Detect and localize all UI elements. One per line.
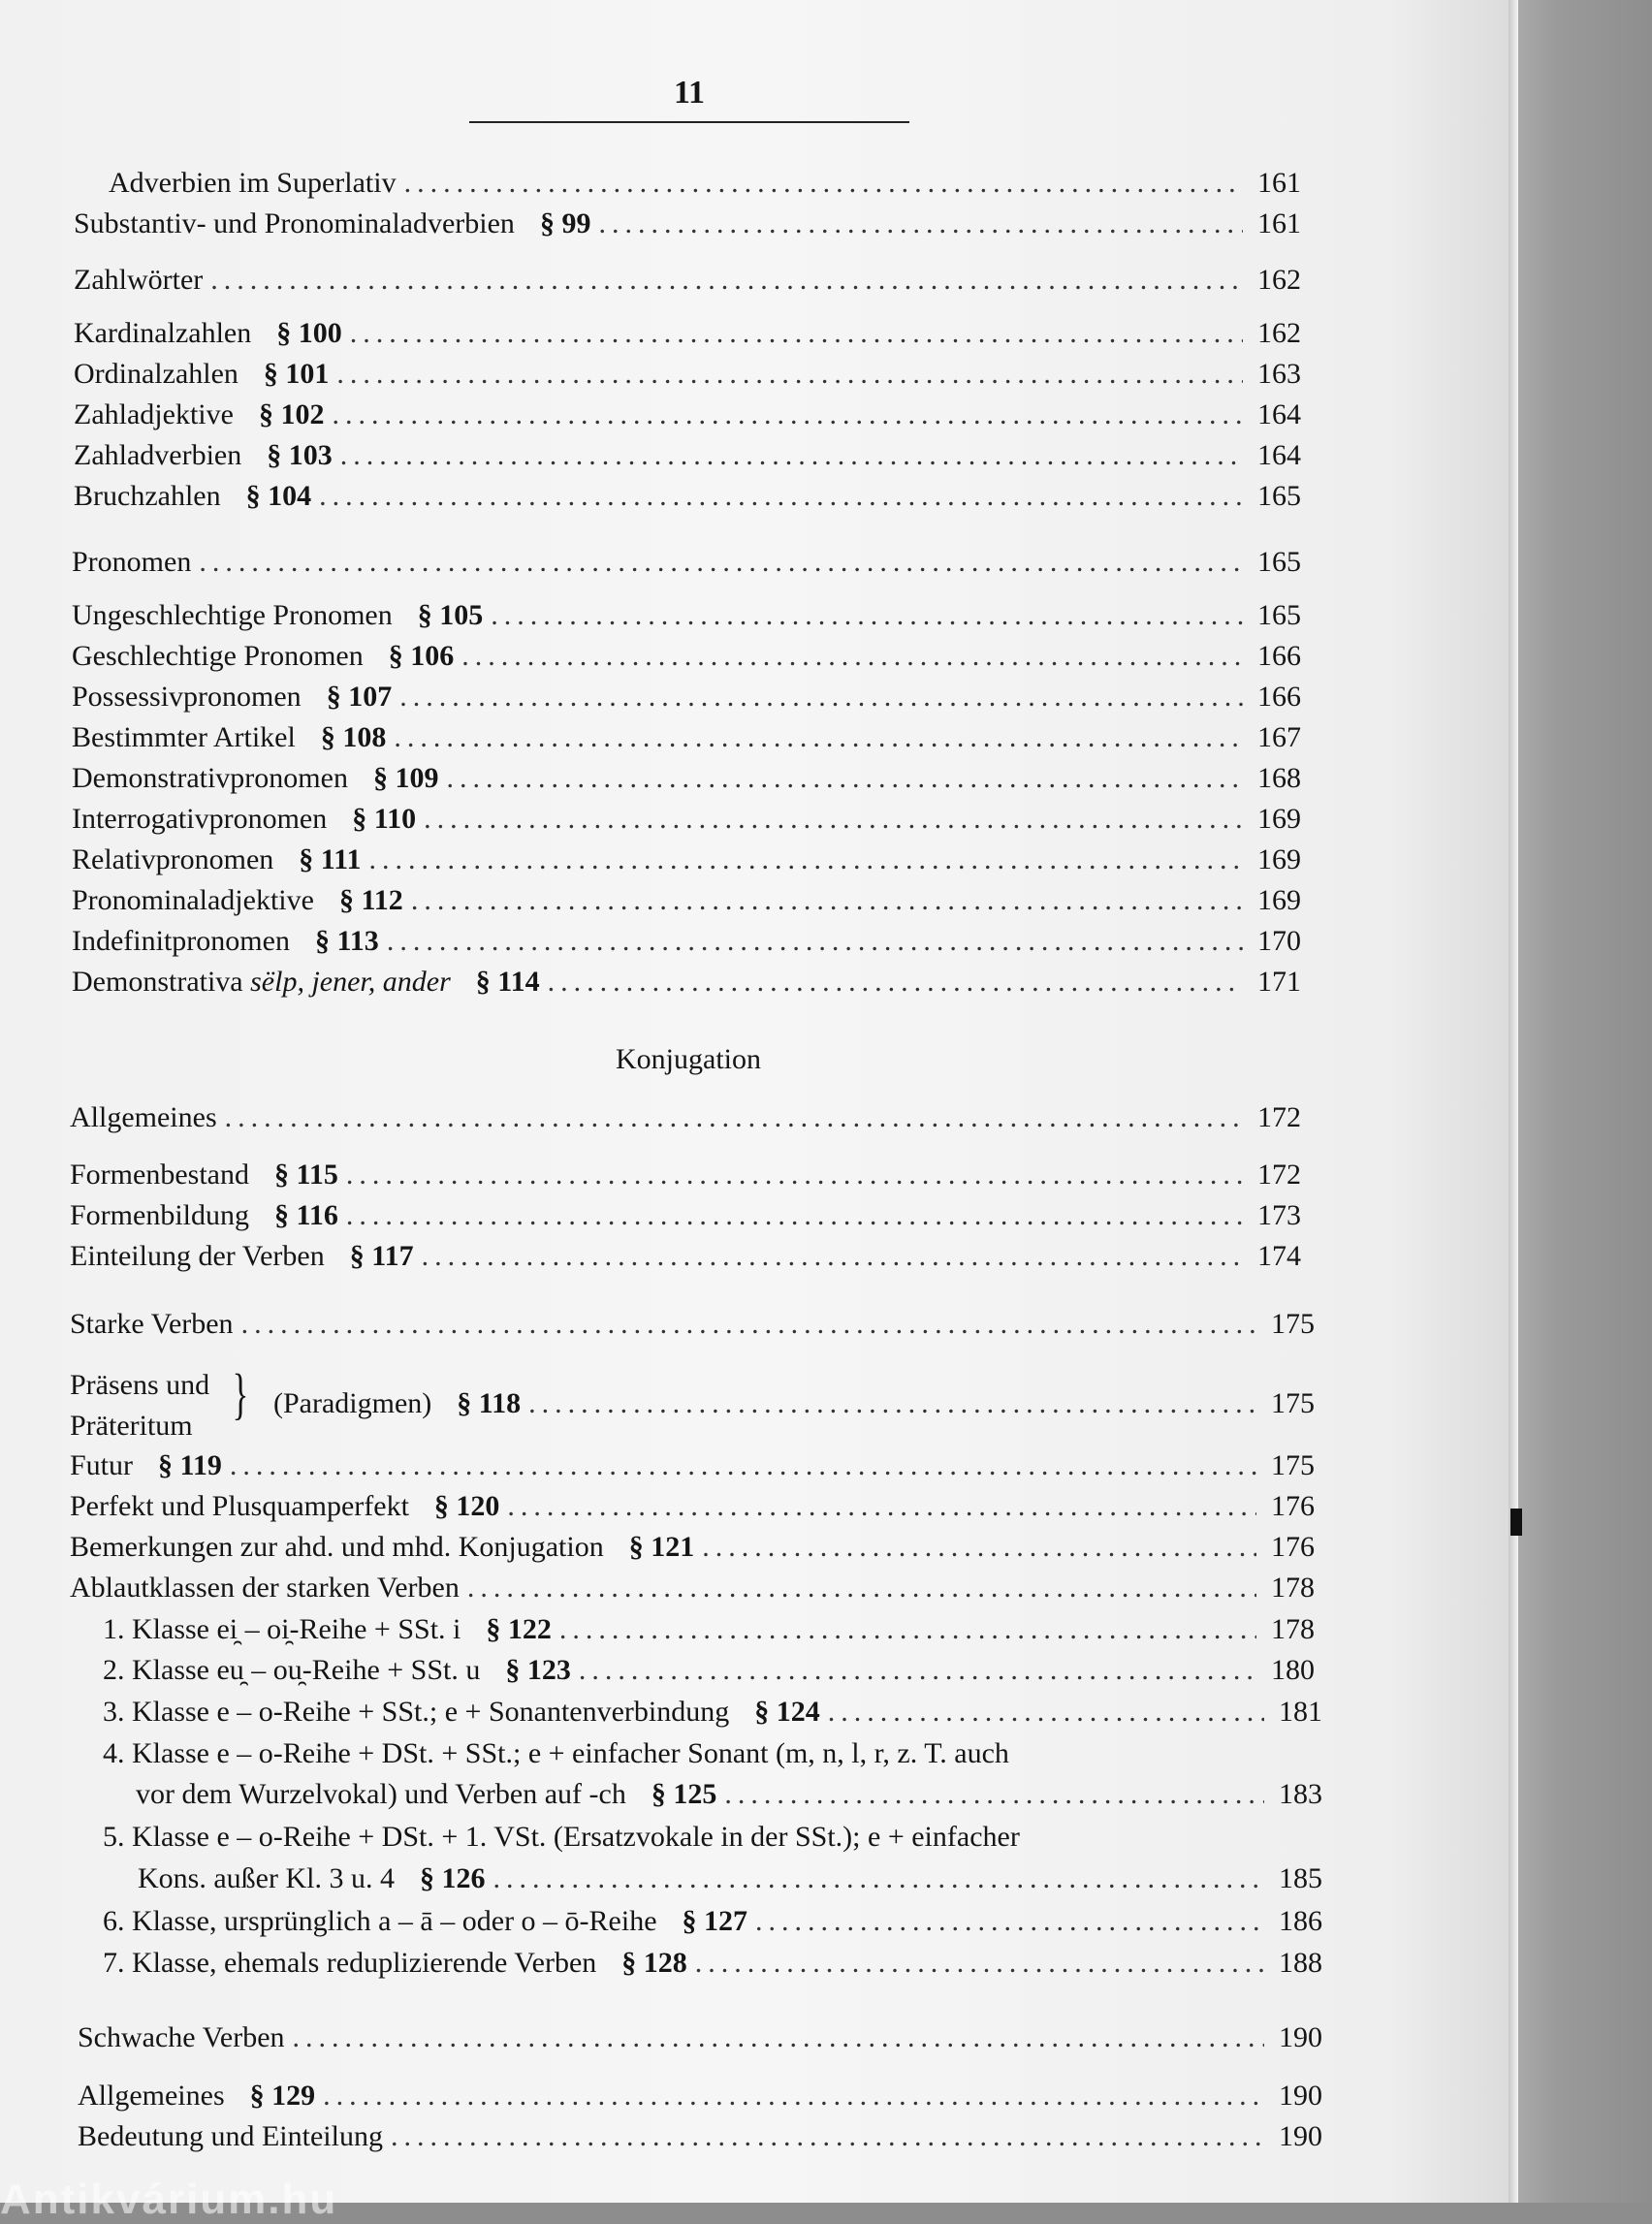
toc-paragraph: § 108 [320, 721, 387, 753]
toc-title: 7. Klasse, ehemals reduplizierende Verben [103, 1947, 597, 1979]
toc-row [74, 477, 1301, 516]
toc-row [109, 164, 1301, 203]
toc-title: Formenbestand [70, 1159, 249, 1191]
leader-dots [528, 1384, 1256, 1423]
toc-page: 175 [1271, 1387, 1315, 1419]
toc-page: 181 [1279, 1696, 1322, 1728]
toc-title: 4. Klasse e – o-Reihe + DSt. + SSt.; e + einfacher Sonant (m, n, l, r, z. T. auch [103, 1737, 1009, 1769]
leader-dots [241, 1305, 1256, 1344]
toc-row [70, 1528, 1315, 1567]
toc-paragraph: § 117 [349, 1240, 414, 1272]
toc-row [72, 543, 1301, 582]
toc-title: Relativpronomen [72, 843, 274, 875]
toc-page: 188 [1279, 1947, 1322, 1979]
leader-dots [579, 1651, 1256, 1690]
toc-row [72, 637, 1301, 676]
toc-paragraph: § 115 [273, 1159, 338, 1191]
leader-dots [598, 205, 1243, 243]
toc-paragraph: § 126 [419, 1862, 486, 1894]
leader-dots [387, 922, 1243, 961]
toc-page: 172 [1257, 1101, 1301, 1133]
leader-dots [491, 596, 1243, 635]
toc-title: Pronominaladjektive [72, 884, 314, 916]
toc-row [72, 759, 1301, 798]
leader-dots [391, 2117, 1264, 2156]
toc-row [78, 2018, 1322, 2057]
toc-row [103, 1902, 1322, 1941]
toc-title: Formenbildung [70, 1199, 249, 1231]
toc-paragraph: § 99 [539, 207, 591, 239]
toc-paragraph: § 101 [263, 358, 330, 390]
toc-page: 173 [1257, 1199, 1301, 1231]
toc-title: 5. Klasse e – o-Reihe + DSt. + 1. VSt. (Ersatzvokale in der SSt.); e + einfacher [103, 1821, 1020, 1853]
toc-title: Kardinalzahlen [74, 317, 252, 349]
toc-paragraph: § 129 [249, 2080, 316, 2112]
toc-title: Adverbien im Superlativ [109, 167, 397, 199]
toc-page: 165 [1257, 599, 1301, 631]
toc-paragraph: § 114 [475, 966, 540, 998]
toc-title: 2. Klasse eu̯ – ou̯-Reihe + SSt. u [103, 1654, 481, 1686]
toc-page: 172 [1257, 1159, 1301, 1191]
leader-dots [467, 1569, 1256, 1607]
toc-title: Ablautklassen der starken Verben [70, 1572, 460, 1604]
toc-title: Futur [70, 1449, 134, 1481]
leader-dots [559, 1610, 1256, 1649]
leader-dots [336, 355, 1243, 394]
leader-dots [346, 1196, 1243, 1235]
toc-row [72, 922, 1301, 961]
toc-title: Bruchzahlen [74, 480, 221, 512]
toc-row [74, 314, 1301, 353]
leader-dots [225, 1098, 1243, 1137]
toc-row [138, 1859, 1322, 1898]
leader-dots [724, 1775, 1264, 1814]
leader-dots [199, 543, 1243, 582]
toc-title: 6. Klasse, ursprünglich a – ā – oder o – ō-Reihe [103, 1905, 657, 1937]
toc-page: 164 [1257, 439, 1301, 471]
toc-title: Geschlechtige Pronomen [72, 640, 364, 672]
toc-row [70, 1569, 1315, 1607]
toc-title-italic: sëlp, jener, ander [250, 966, 451, 998]
leader-dots [507, 1487, 1256, 1526]
background-strip [1518, 0, 1652, 2203]
leader-dots [695, 1944, 1264, 1983]
toc-title: Präteritum [70, 1410, 193, 1442]
toc-title: Allgemeines [70, 1101, 217, 1133]
toc-row [103, 1693, 1322, 1732]
toc-row [70, 1446, 1315, 1485]
toc-title: Perfekt und Plusquamperfekt [70, 1490, 409, 1522]
toc-page: 165 [1257, 480, 1301, 512]
toc-paragraph: § 109 [372, 762, 439, 794]
toc-row [70, 1098, 1301, 1137]
toc-row [74, 396, 1301, 434]
page-edge [1509, 0, 1518, 2203]
leader-dots [411, 881, 1243, 920]
leader-dots [446, 759, 1243, 798]
toc-row [74, 261, 1301, 300]
toc-page: 169 [1257, 843, 1301, 875]
toc-page: 176 [1271, 1531, 1315, 1563]
toc-page: 167 [1257, 721, 1301, 753]
toc-page: 164 [1257, 398, 1301, 430]
toc-title: 3. Klasse e – o-Reihe + SSt.; e + Sonantenverbindung [103, 1696, 730, 1728]
toc-row [273, 1384, 1315, 1423]
toc-paragraph: § 113 [314, 925, 379, 957]
toc-row [74, 205, 1301, 243]
toc-title: 1. Klasse ei̯ – oi̯-Reihe + SSt. i [103, 1613, 461, 1645]
toc-page: 162 [1257, 264, 1301, 296]
leader-dots [828, 1693, 1264, 1732]
leader-dots [755, 1902, 1264, 1941]
toc-page: 190 [1279, 2080, 1322, 2112]
toc-page: 186 [1279, 1905, 1322, 1937]
toc-paragraph: § 105 [417, 599, 484, 631]
leader-dots [319, 477, 1243, 516]
toc-row [70, 1305, 1315, 1344]
toc-title: Allgemeines [78, 2080, 225, 2112]
toc-title: Ordinalzahlen [74, 358, 238, 390]
toc-row [72, 596, 1301, 635]
toc-title: Ungeschlechtige Pronomen [72, 599, 393, 631]
toc-page: 178 [1271, 1613, 1315, 1645]
toc-paragraph: § 103 [267, 439, 333, 471]
toc-page: 163 [1257, 358, 1301, 390]
toc-page: 166 [1257, 640, 1301, 672]
toc-row [136, 1775, 1322, 1814]
leader-dots [230, 1446, 1256, 1485]
toc-row [70, 1237, 1301, 1276]
toc-page: 174 [1257, 1240, 1301, 1272]
section-heading: Konjugation [616, 1043, 761, 1075]
leader-dots [461, 637, 1243, 676]
toc-page: 171 [1257, 966, 1301, 998]
edge-mark [1510, 1509, 1522, 1536]
leader-dots [548, 963, 1243, 1001]
toc-row [103, 1651, 1315, 1690]
leader-dots [424, 800, 1243, 839]
toc-title: Bedeutung und Einteilung [78, 2120, 383, 2152]
leader-dots [346, 1156, 1243, 1194]
watermark: Antikvárium.hu [0, 2176, 338, 2223]
leader-dots [210, 261, 1243, 300]
toc-row [74, 436, 1301, 475]
toc-row [72, 718, 1301, 757]
leader-dots [369, 841, 1244, 879]
toc-page: 169 [1257, 884, 1301, 916]
toc-page: 176 [1271, 1490, 1315, 1522]
toc-page: 170 [1257, 925, 1301, 957]
leader-dots [394, 718, 1243, 757]
toc-title: Bestimmter Artikel [72, 721, 296, 753]
toc-page: 161 [1257, 167, 1301, 199]
toc-title: Schwache Verben [78, 2021, 285, 2053]
leader-dots [293, 2018, 1264, 2057]
toc-paragraph: § 121 [628, 1531, 695, 1563]
toc-row [70, 1196, 1301, 1235]
leader-dots [340, 436, 1243, 475]
toc-row [103, 1944, 1322, 1983]
toc-title: Zahlwörter [74, 264, 204, 296]
toc-row [72, 678, 1301, 716]
toc-title: Pronomen [72, 546, 192, 578]
toc-page: 175 [1271, 1308, 1315, 1340]
toc-title: Bemerkungen zur ahd. und mhd. Konjugation [70, 1531, 604, 1563]
toc-page: 166 [1257, 681, 1301, 713]
toc-paragraph: § 111 [299, 843, 362, 875]
toc-paragraph: § 110 [352, 803, 417, 835]
toc-paragraph: § 123 [505, 1654, 571, 1686]
toc-page: 190 [1279, 2120, 1322, 2152]
leader-dots [323, 2077, 1264, 2115]
page-number: 11 [673, 75, 706, 111]
toc-row [74, 355, 1301, 394]
leader-dots [350, 314, 1243, 353]
toc-title: Zahladverbien [74, 439, 242, 471]
leader-dots [702, 1528, 1256, 1567]
toc-title: Demonstrativa [72, 966, 243, 998]
toc-paragraph: § 125 [651, 1778, 717, 1810]
toc-paragraph: § 120 [433, 1490, 500, 1522]
toc-title: Zahladjektive [74, 398, 234, 430]
toc-page: 190 [1279, 2021, 1322, 2053]
toc-row [78, 2117, 1322, 2156]
toc-title: Demonstrativpronomen [72, 762, 348, 794]
toc-title: Starke Verben [70, 1308, 234, 1340]
toc-title: (Paradigmen) [273, 1387, 432, 1419]
toc-paragraph: § 128 [621, 1947, 687, 1979]
toc-title: Präsens und [70, 1369, 210, 1401]
toc-row [72, 881, 1301, 920]
toc-row [70, 1156, 1301, 1194]
toc-paragraph: § 100 [276, 317, 342, 349]
toc-paragraph: § 127 [682, 1905, 748, 1937]
toc-title: vor dem Wurzelvokal) und Verben auf -ch [136, 1778, 626, 1810]
leader-dots [399, 678, 1243, 716]
toc-page: 165 [1257, 546, 1301, 578]
toc-title: Possessivpronomen [72, 681, 302, 713]
toc-title: Substantiv- und Pronominaladverbien [74, 207, 515, 239]
toc-row [72, 841, 1301, 879]
toc-page: 183 [1279, 1778, 1322, 1810]
toc-page: 175 [1271, 1449, 1315, 1481]
toc-page: 180 [1271, 1654, 1315, 1686]
toc-paragraph: § 119 [158, 1449, 222, 1481]
toc-page: 169 [1257, 803, 1301, 835]
toc-page: 168 [1257, 762, 1301, 794]
toc-row [72, 963, 1301, 1001]
toc-paragraph: § 122 [486, 1613, 552, 1645]
leader-dots [404, 164, 1243, 203]
toc-paragraph: § 124 [754, 1696, 820, 1728]
toc-row [78, 2077, 1322, 2115]
toc-paragraph: § 116 [274, 1199, 338, 1231]
toc-row [70, 1487, 1315, 1526]
toc-paragraph: § 102 [258, 398, 325, 430]
toc-row [72, 800, 1301, 839]
toc-page: 178 [1271, 1572, 1315, 1604]
toc-paragraph: § 104 [245, 480, 312, 512]
toc-row [103, 1610, 1315, 1649]
toc-title: Einteilung der Verben [70, 1240, 325, 1272]
toc-paragraph: § 107 [326, 681, 393, 713]
toc-title: Indefinitpronomen [72, 925, 290, 957]
toc-page: 161 [1257, 207, 1301, 239]
brace-glyph: } [232, 1362, 249, 1425]
toc-paragraph: § 112 [338, 884, 403, 916]
leader-dots [332, 396, 1243, 434]
toc-page: 185 [1279, 1862, 1322, 1894]
toc-title: Kons. außer Kl. 3 u. 4 [138, 1862, 395, 1894]
toc-paragraph: § 106 [388, 640, 455, 672]
toc-paragraph: § 118 [457, 1387, 522, 1419]
toc-title: Interrogativpronomen [72, 803, 328, 835]
toc-page: 162 [1257, 317, 1301, 349]
header-rule [469, 121, 909, 123]
leader-dots [492, 1859, 1264, 1898]
leader-dots [422, 1237, 1243, 1276]
